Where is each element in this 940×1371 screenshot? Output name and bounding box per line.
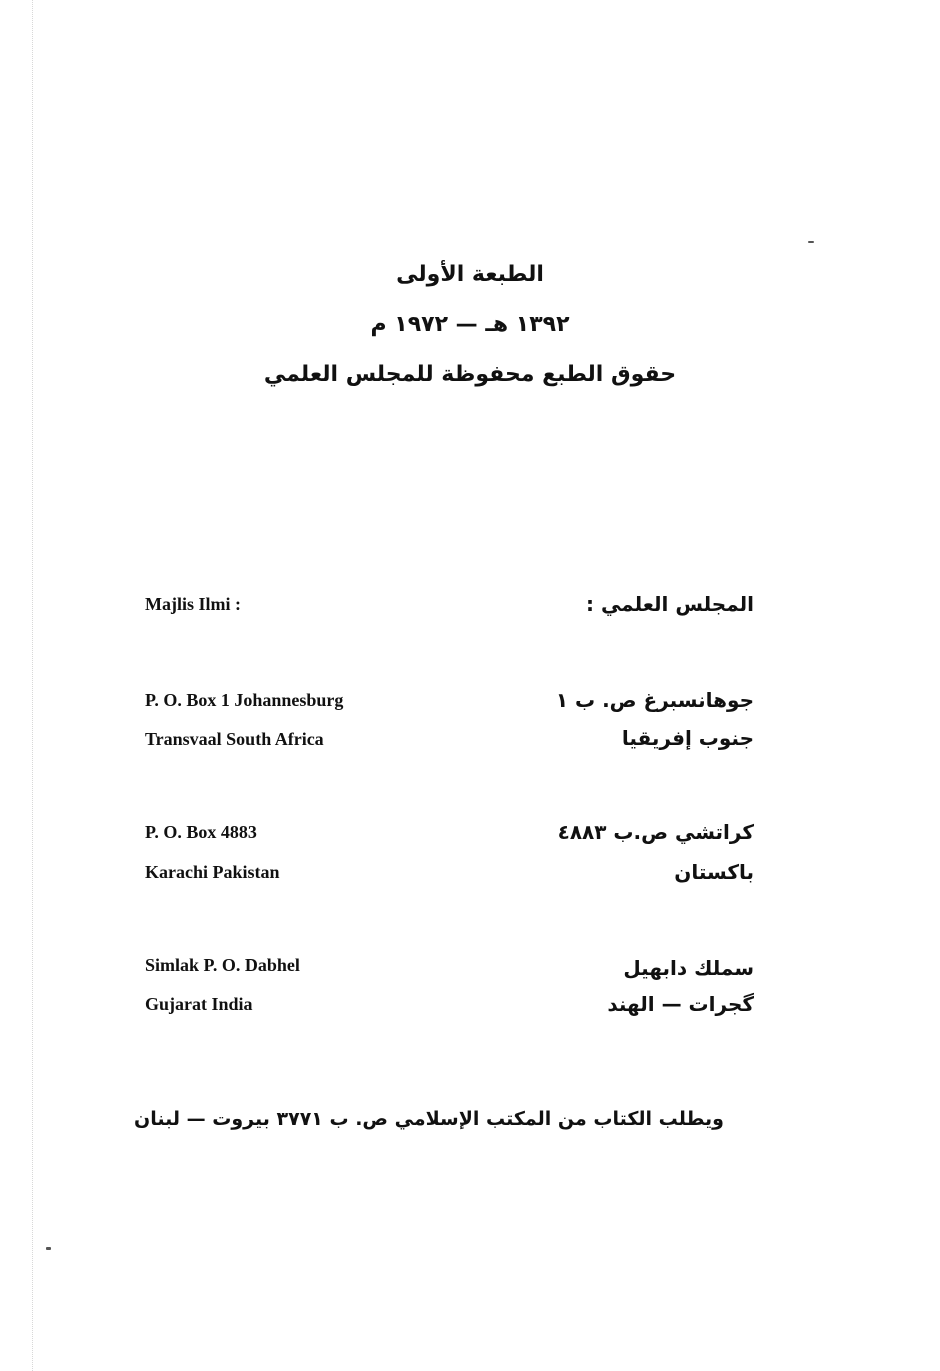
publisher-name-ar: المجلس العلمي : xyxy=(585,592,754,616)
johannesburg-address-line1: P. O. Box 1 Johannesburg xyxy=(145,690,344,710)
publisher-name-en: Majlis Ilmi : xyxy=(145,594,241,614)
scan-speck xyxy=(46,1247,51,1250)
india-address-ar-line1: سملك دابهيل xyxy=(623,956,754,980)
johannesburg-address-ar-line1: جوهانسبرغ ص. ب ١ xyxy=(555,688,754,712)
edition-title: الطبعة الأولى xyxy=(396,262,544,287)
india-address-line1: Simlak P. O. Dabhel xyxy=(145,955,300,975)
johannesburg-address-line2: Transvaal South Africa xyxy=(145,729,324,749)
karachi-address-ar-line2: باكستان xyxy=(674,860,754,884)
distribution-note: ويطلب الكتاب من المكتب الإسلامي ص. ب ٣٧٧١ بيروت — لبنان xyxy=(134,1108,724,1130)
karachi-address-line1: P. O. Box 4883 xyxy=(145,822,257,842)
copyright-notice: حقوق الطبع محفوظة للمجلس العلمي xyxy=(263,362,677,387)
scan-speck xyxy=(808,241,814,243)
page-edge-dots xyxy=(32,0,33,1371)
johannesburg-address-ar-line2: جنوب إفريقيا xyxy=(621,726,754,750)
edition-date: ١٣٩٢ هـ — ١٩٧٢ م xyxy=(370,312,570,337)
india-address-ar-line2: گجرات — الهند xyxy=(607,992,754,1016)
karachi-address-line2: Karachi Pakistan xyxy=(145,862,280,882)
karachi-address-ar-line1: كراتشي ص.ب ٤٨٨٣ xyxy=(557,820,754,844)
india-address-line2: Gujarat India xyxy=(145,994,253,1014)
